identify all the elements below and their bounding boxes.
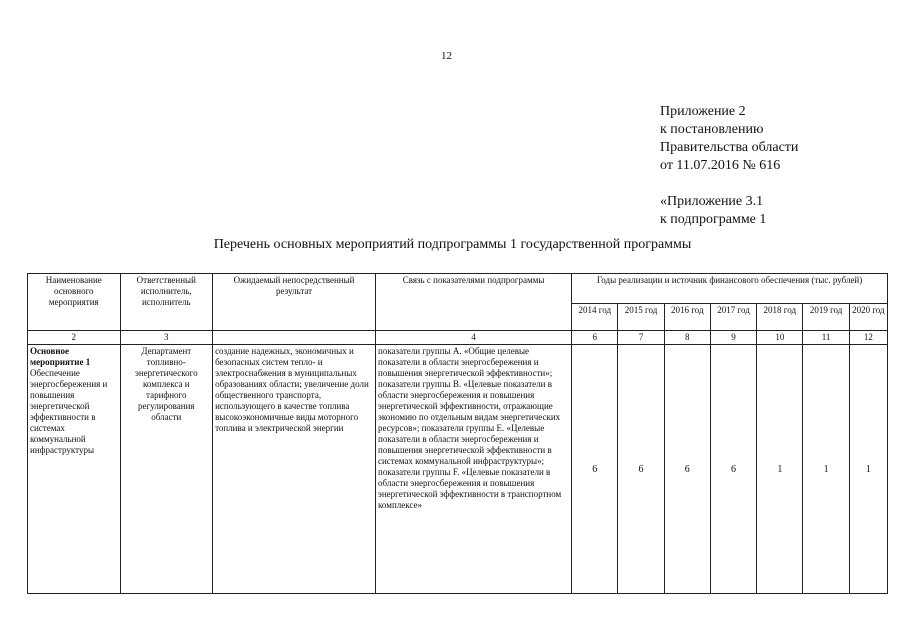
year-value: 6 [572, 345, 618, 594]
executor-cell: Департамент топливно-энергетического комплекса и тарифного регулирования области [120, 345, 213, 594]
table-row [28, 345, 888, 594]
activity-name-cell [28, 345, 121, 594]
header-year: 2016 год [664, 304, 710, 331]
header-year: 2020 год [849, 304, 887, 331]
document-title: Перечень основных мероприятий подпрограммы 1 государственной программы [213, 237, 692, 252]
column-number: 7 [618, 331, 664, 345]
column-number: 10 [757, 331, 803, 345]
column-number: 6 [572, 331, 618, 345]
header-year: 2019 год [803, 304, 849, 331]
column-number: 3 [120, 331, 213, 345]
year-value: 1 [757, 345, 803, 594]
page-number: 12 [441, 50, 452, 62]
year-value: 1 [803, 345, 849, 594]
header-indicators: Связь с показателями подпрограммы [376, 274, 572, 331]
appendix-line: Правительства области [660, 140, 799, 155]
header-year: 2015 год [618, 304, 664, 331]
activity-name-text: Обеспечение энергосбережения и повышения энергетической эффективности в системах коммунальной инфраструктуры [30, 368, 108, 455]
appendix-line: Приложение 2 [660, 104, 746, 119]
activity-name-bold: Основное мероприятие 1 [30, 346, 91, 367]
column-number: 12 [849, 331, 887, 345]
header-years-group: Годы реализации и источник финансового обеспечения (тыс. рублей) [572, 274, 888, 304]
header-executor: Ответственный исполнитель, исполнитель [120, 274, 213, 331]
column-number: 11 [803, 331, 849, 345]
activities-table [27, 273, 888, 594]
column-number: 4 [376, 331, 572, 345]
header-year: 2018 год [757, 304, 803, 331]
appendix2-block [660, 193, 766, 229]
appendix2-line: к подпрограмме 1 [660, 212, 767, 227]
header-year: 2014 год [572, 304, 618, 331]
appendix-block [660, 103, 798, 175]
year-value: 6 [664, 345, 710, 594]
column-number: 2 [28, 331, 121, 345]
column-number-empty [213, 331, 376, 345]
year-value: 1 [849, 345, 887, 594]
appendix-line: к постановлению [660, 122, 764, 137]
header-result: Ожидаемый непосредственный результат [213, 274, 376, 331]
indicators-cell: показатели группы А. «Общие целевые показатели в области энергосбережения и повышения энергетической эффективности»; показатели группы В. «Целевые показатели в области энергосбережения и повышения энергетической эффективности, отражающие экономию по отдельным видам энергетических ресурсов»; показатели группы Е. «Целевые показатели в области энергосбережения и повышения энергетической эффективности в системах коммунальной инфраструктуры»; показатели группы F. «Целевые показатели в области энергосбережения и повышения энергетической эффективности в транспортном комплексе» [376, 345, 572, 594]
column-number: 9 [710, 331, 756, 345]
column-number: 8 [664, 331, 710, 345]
header-year: 2017 год [710, 304, 756, 331]
result-cell: создание надежных, экономичных и безопасных систем тепло- и электроснабжения в муниципальных образованиях области; увеличение доли общественного транспорта, использующего в качестве топлива высокоэкономичные виды моторного топлива и электрической энергии [213, 345, 376, 594]
header-name: Наименование основного мероприятия [28, 274, 121, 331]
year-value: 6 [618, 345, 664, 594]
appendix2-line: «Приложение 3.1 [660, 194, 764, 209]
year-value: 6 [710, 345, 756, 594]
appendix-line: от 11.07.2016 № 616 [660, 158, 781, 173]
